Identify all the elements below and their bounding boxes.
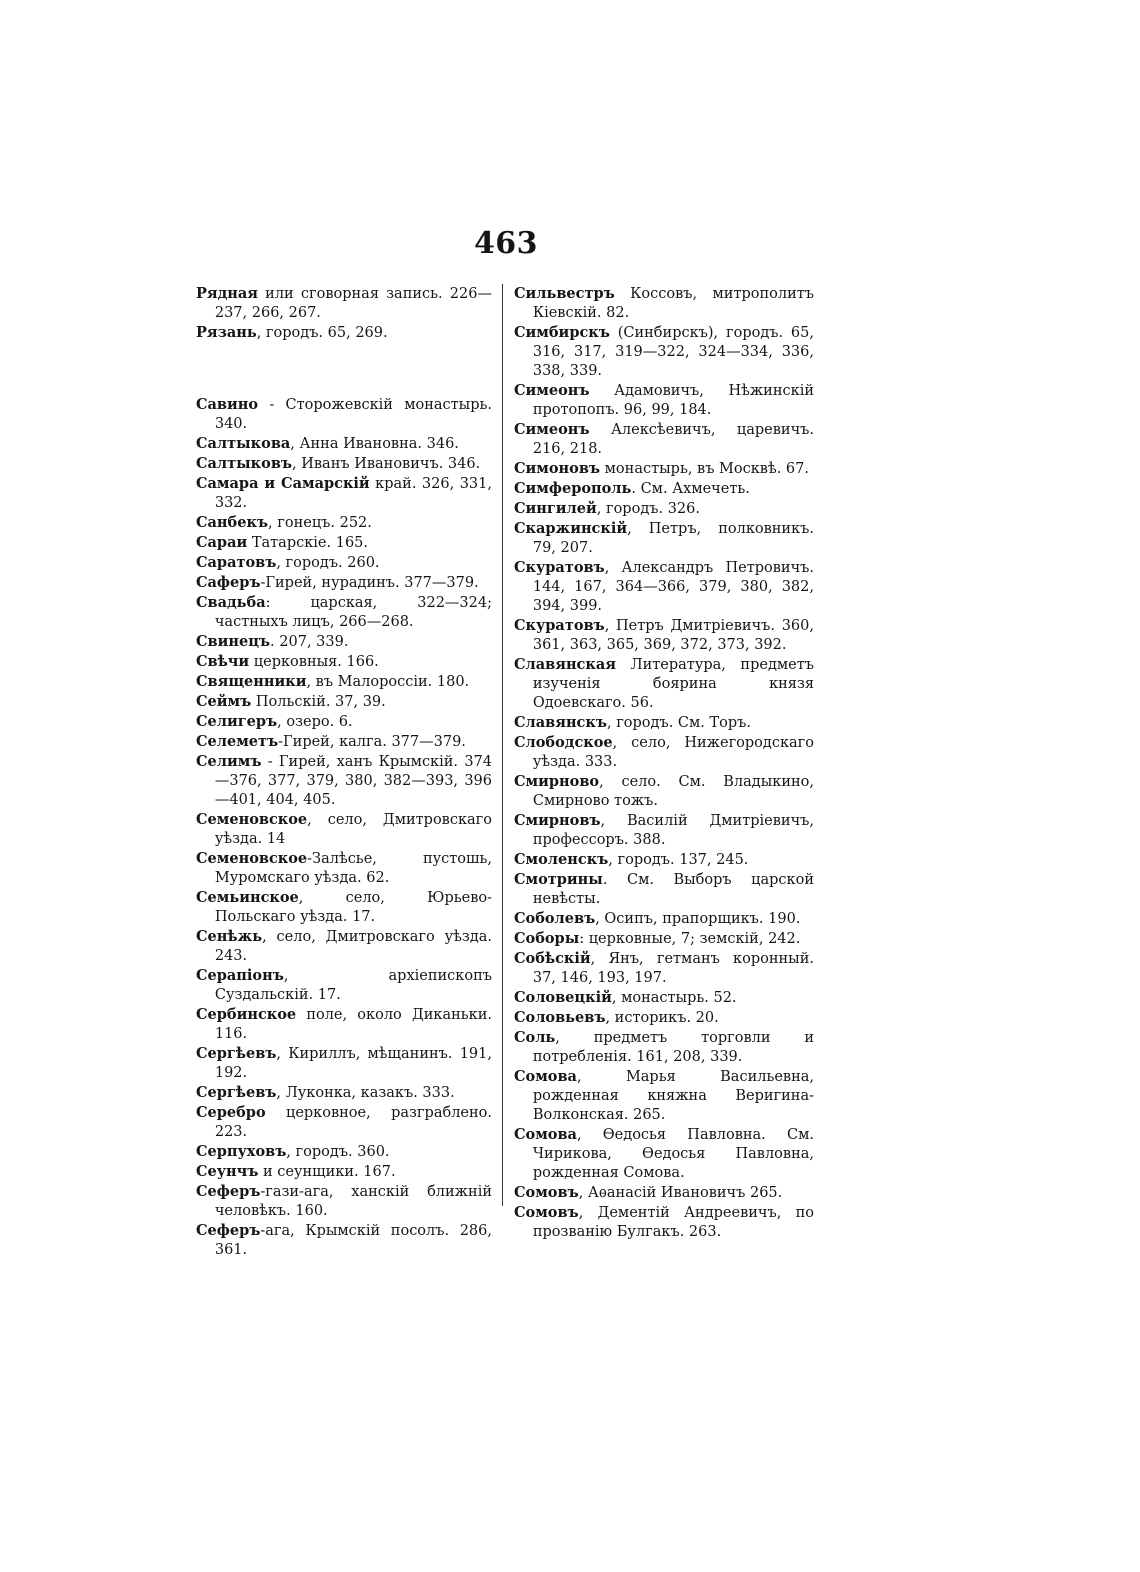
- index-entry: [514, 811, 814, 850]
- index-term: Салтыкова: [196, 435, 291, 452]
- index-term: Смирновъ: [514, 812, 601, 829]
- index-entry: [514, 655, 814, 713]
- index-column-right: [514, 284, 814, 1242]
- index-entry: [196, 966, 492, 1005]
- index-entry-text: , Кириллъ, мѣщанинъ. 191, 192.: [214, 1046, 492, 1081]
- index-term: Соборы: [514, 930, 580, 947]
- index-entry-text: -Гирей, калга. 377—379.: [278, 734, 466, 750]
- index-term: Сербинское: [196, 1006, 297, 1023]
- index-entry: [196, 1142, 492, 1162]
- index-term: Свѣчи: [196, 653, 250, 670]
- index-entry: [196, 573, 492, 593]
- index-entry-text: , въ Малороссiи. 180.: [306, 674, 470, 690]
- index-entry: [514, 1203, 814, 1242]
- index-entry: [196, 652, 492, 672]
- index-entry-text: , село, Дмитровскаго уѣзда. 14: [214, 812, 492, 847]
- page-number: 463: [473, 226, 539, 261]
- index-term: Селигеръ: [196, 713, 278, 730]
- index-term: Симеонъ: [514, 382, 590, 399]
- index-term: Соловецкiй: [514, 989, 612, 1006]
- index-entry-text: , городъ. 65, 269.: [256, 325, 388, 341]
- index-entry: [196, 474, 492, 513]
- index-entry: [514, 499, 814, 519]
- index-entry-text: , Осипъ, прапорщикъ. 190.: [595, 911, 801, 927]
- index-entry: [196, 434, 492, 454]
- index-entry-text: - Сторожевскiй монастырь. 340.: [214, 397, 492, 432]
- index-column-left: [196, 284, 492, 1260]
- index-entry-text: : царская, 322—324; частныхъ лицъ, 266—268.: [214, 595, 492, 630]
- index-term: Селеметъ: [196, 733, 279, 750]
- index-term: Симеонъ: [514, 421, 590, 438]
- index-term: Сеймъ: [196, 693, 252, 710]
- index-entry-text: , село. См. Владыкино, Смирново тожъ.: [532, 774, 814, 809]
- index-term: Серапiонъ: [196, 967, 284, 984]
- index-term: Сенѣжь: [196, 928, 263, 945]
- index-entry: [196, 849, 492, 888]
- index-entry: [514, 1183, 814, 1203]
- index-term: Сингилей: [514, 500, 597, 517]
- index-term: Сеферъ: [196, 1222, 261, 1239]
- index-term: Савино: [196, 396, 259, 413]
- index-entry: [514, 459, 814, 479]
- index-term: Соболевъ: [514, 910, 596, 927]
- index-term: Симбирскъ: [514, 324, 610, 341]
- index-term: Скуратовъ: [514, 617, 605, 634]
- index-term: Соль: [514, 1029, 556, 1046]
- index-entry-text: церковное, разграблено. 223.: [214, 1105, 492, 1140]
- index-term: Серпуховъ: [196, 1143, 287, 1160]
- index-entry: [514, 1008, 814, 1028]
- index-entry: [514, 558, 814, 616]
- index-term: Славянскъ: [514, 714, 607, 731]
- index-entry: [514, 479, 814, 499]
- index-entry: [196, 593, 492, 632]
- index-entry-text: : церковные, 7; земскiй, 242.: [579, 931, 801, 947]
- index-entry-text: , Дементiй Андреевичъ, по прозванiю Булгакъ. 263.: [532, 1205, 814, 1240]
- index-term: Скаржинскiй: [514, 520, 628, 537]
- index-term: Священники: [196, 673, 307, 690]
- index-term: Сомовъ: [514, 1204, 579, 1221]
- index-entry-text: , городъ. 260.: [276, 555, 380, 571]
- index-term: Семеновское: [196, 850, 308, 867]
- index-entry-text: , Иванъ Ивановичъ. 346.: [292, 456, 481, 472]
- index-entry-text: , село, Дмитровскаго уѣзда. 243.: [214, 929, 492, 964]
- index-entry: [196, 553, 492, 573]
- index-entry: [196, 732, 492, 752]
- index-entry-text: -ага, Крымскiй посолъ. 286, 361.: [214, 1223, 492, 1258]
- index-term: Семьинское: [196, 889, 299, 906]
- index-entry-text: , монастырь. 52.: [611, 990, 737, 1006]
- index-entry: [196, 1182, 492, 1221]
- index-entry-text: , городъ. 360.: [286, 1144, 390, 1160]
- index-entry: [514, 284, 814, 323]
- index-entry-text: поле, около Диканьки. 116.: [214, 1007, 492, 1042]
- index-entry: [196, 927, 492, 966]
- index-entry: [196, 284, 492, 323]
- index-entry: [514, 733, 814, 772]
- index-entry-text: и сеунщики. 167.: [258, 1164, 396, 1180]
- index-entry: [196, 1221, 492, 1260]
- index-entry: [514, 929, 814, 949]
- index-entry-text: (Синбирскъ), городъ. 65, 316, 317, 319—322, 324—334, 336, 338, 339.: [532, 325, 814, 379]
- index-entry-text: , Петръ, полковникъ. 79, 207.: [532, 521, 814, 556]
- index-term: Сомовъ: [514, 1184, 579, 1201]
- index-entry-text: , озеро. 6.: [277, 714, 353, 730]
- index-term: Соловьевъ: [514, 1009, 606, 1026]
- index-term: Скуратовъ: [514, 559, 605, 576]
- index-entry: [514, 949, 814, 988]
- index-term: Слободское: [514, 734, 613, 751]
- index-entry-text: -Залѣсье, пустошь, Муромскаго уѣзда. 62.: [214, 851, 492, 886]
- index-entry-text: Литература, предметъ изученiя боярина князя Одоевскаго. 56.: [532, 657, 814, 711]
- index-term: Рядная: [196, 285, 259, 302]
- index-entry-text: - Гирей, ханъ Крымскiй. 374—376, 377, 379, 380, 382—393, 396—401, 404, 405.: [214, 754, 492, 808]
- index-term: Саратовъ: [196, 554, 277, 571]
- index-term: Свинецъ: [196, 633, 271, 650]
- index-entry-text: , историкъ. 20.: [605, 1010, 719, 1026]
- index-term: Смотрины: [514, 871, 603, 888]
- index-entry: [514, 323, 814, 381]
- index-entry: [514, 713, 814, 733]
- index-entry: [514, 988, 814, 1008]
- index-term: Свадьба: [196, 594, 266, 611]
- index-entry-text: , городъ. 326.: [596, 501, 700, 517]
- index-term: Самара и Самарскiй: [196, 475, 370, 492]
- index-entry-text: , Луконка, казакъ. 333.: [276, 1085, 455, 1101]
- index-term: Семеновское: [196, 811, 308, 828]
- index-entry: [196, 533, 492, 553]
- index-entry: [196, 323, 492, 343]
- index-entry-text: -гази-ага, ханскiй ближнiй человѣкъ. 160.: [214, 1184, 492, 1219]
- index-entry-text: , Марья Васильевна, рожденная княжна Веригина-Волконская. 265.: [532, 1069, 814, 1123]
- index-entry-text: , село, Нижегородскаго уѣзда. 333.: [532, 735, 814, 770]
- index-entry: [196, 810, 492, 849]
- index-entry: [196, 395, 492, 434]
- index-term: Смирново: [514, 773, 600, 790]
- index-term: Смоленскъ: [514, 851, 609, 868]
- index-entry: [196, 1005, 492, 1044]
- index-entry: [196, 632, 492, 652]
- index-term: Серебро: [196, 1104, 266, 1121]
- index-entry-text: . См. Выборъ царской невѣсты.: [532, 872, 814, 907]
- index-term: Сергѣевъ: [196, 1084, 277, 1101]
- index-entry-text: , Ѳедосья Павловна. См. Чирикова, Ѳедосья Павловна, рожденная Сомова.: [532, 1127, 814, 1181]
- index-entry-text: , село, Юрьево-Польскаго уѣзда. 17.: [214, 890, 492, 925]
- index-entry-text: Коссовъ, митрополитъ Кiевскiй. 82.: [532, 286, 814, 321]
- index-entry: [196, 513, 492, 533]
- index-term: Симферополь: [514, 480, 632, 497]
- index-entry: [514, 420, 814, 459]
- index-term: Сомова: [514, 1068, 577, 1085]
- index-entry-text: , городъ. 137, 245.: [608, 852, 749, 868]
- index-entry: [514, 1067, 814, 1125]
- index-entry: [514, 1028, 814, 1067]
- index-term: Сеунчъ: [196, 1163, 259, 1180]
- index-entry: [514, 870, 814, 909]
- index-entry: [196, 1083, 492, 1103]
- index-entry: [196, 888, 492, 927]
- index-entry-text: Татарскiе. 165.: [247, 535, 369, 551]
- index-entry-text: край. 326, 331, 332.: [214, 476, 492, 511]
- index-entry-text: церковныя. 166.: [249, 654, 379, 670]
- index-entry: [514, 1125, 814, 1183]
- index-entry: [196, 1044, 492, 1083]
- index-entry-text: , предметъ торговли и потребленiя. 161, 208, 339.: [532, 1030, 814, 1065]
- index-entry: [196, 712, 492, 732]
- index-entry-text: Адамовичъ, Нѣжинскiй протопопъ. 96, 99, 184.: [532, 383, 814, 418]
- index-entry-text: Польскiй. 37, 39.: [251, 694, 386, 710]
- index-term: Салтыковъ: [196, 455, 293, 472]
- index-entry-text: Алексѣевичъ, царевичъ. 216, 218.: [532, 422, 814, 457]
- index-entry-text: монастырь, въ Москвѣ. 67.: [600, 461, 809, 477]
- index-term: Симоновъ: [514, 460, 601, 477]
- index-term: Собѣскiй: [514, 950, 591, 967]
- index-entry-text: , Янъ, гетманъ коронный. 37, 146, 193, 197.: [532, 951, 814, 986]
- index-term: Сильвестръ: [514, 285, 615, 302]
- index-term: Славянская: [514, 656, 616, 673]
- index-entry-text: -Гирей, нурадинъ. 377—379.: [260, 575, 479, 591]
- index-term: Сергѣевъ: [196, 1045, 277, 1062]
- index-entry: [196, 1162, 492, 1182]
- index-entry-text: , Аѳанасiй Ивановичъ 265.: [578, 1185, 783, 1201]
- index-entry: [514, 909, 814, 929]
- index-entry: [514, 850, 814, 870]
- index-entry: [514, 519, 814, 558]
- index-entry-text: . 207, 339.: [270, 634, 349, 650]
- index-entry-text: , городъ. См. Торъ.: [606, 715, 752, 731]
- index-term: Санбекъ: [196, 514, 269, 531]
- index-entry-text: , гонецъ. 252.: [268, 515, 372, 531]
- index-entry-text: , архiепископъ Суздальскiй. 17.: [214, 968, 492, 1003]
- index-term: Саферъ: [196, 574, 261, 591]
- column-divider: [502, 284, 503, 1206]
- index-term: Селимъ: [196, 753, 262, 770]
- index-term: Сеферъ: [196, 1183, 261, 1200]
- index-entry: [196, 672, 492, 692]
- index-entry: [514, 616, 814, 655]
- index-term: Сараи: [196, 534, 248, 551]
- index-term: Сомова: [514, 1126, 577, 1143]
- index-entry: [514, 772, 814, 811]
- index-entry: [514, 381, 814, 420]
- index-entry-text: , Петръ Дмитрiевичъ. 360, 361, 363, 365, 369, 372, 373, 392.: [532, 618, 814, 653]
- index-entry-text: , Василiй Дмитрiевичъ, профессоръ. 388.: [532, 813, 814, 848]
- index-entry: [196, 752, 492, 810]
- index-entry-text: . См. Ахмечеть.: [631, 481, 750, 497]
- index-entry: [196, 454, 492, 474]
- index-entry-text: , Анна Ивановна. 346.: [290, 436, 459, 452]
- index-entry: [196, 1103, 492, 1142]
- index-entry-text: , Александръ Петровичъ. 144, 167, 364—366, 379, 380, 382, 394, 399.: [532, 560, 814, 614]
- index-term: Рязань: [196, 324, 257, 341]
- index-entry-text: или сговорная запись. 226—237, 266, 267.: [214, 286, 492, 321]
- index-entry: [196, 692, 492, 712]
- section-gap: [196, 343, 492, 395]
